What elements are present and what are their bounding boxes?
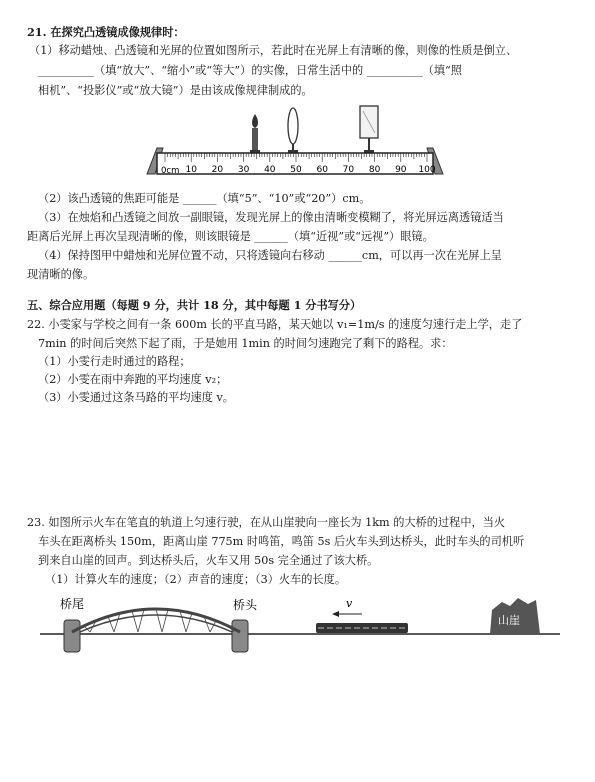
q23-line3: 到来自山崖的回声。到达桥头后，火车又用 50s 完全通过了该大桥。 [38, 554, 379, 567]
bridge-tail-pier [64, 620, 80, 652]
q22-line3: （1）小雯行走时通过的路程； [38, 355, 191, 368]
ruler-tick-label: 50 [290, 165, 302, 175]
bridge-head-label: 桥头 [233, 598, 258, 612]
bridge-train-figure [40, 592, 560, 662]
cliff-label: 山崖 [498, 614, 520, 627]
q21-line2: __________（填“放大”、“缩小”或“等大”）的实像，日常生活中的 __________（填“照 [38, 64, 462, 77]
ruler-tick-label: 100 [418, 165, 436, 175]
q22-line1: 22. 小雯家与学校之间有一条 600m 长的平直马路，某天她以 v₁=1m/s 的速度匀速行走上学，走了 [27, 318, 523, 331]
q21-line4: （2）该凸透镜的焦距可能是 ______（填“5”、“10”或“20”）cm。 [38, 192, 371, 205]
q23-line4: （1）计算火车的速度；（2）声音的速度；（3）火车的长度。 [45, 573, 347, 586]
ruler-tick-label: 20 [211, 165, 224, 175]
q21-line7: （4）保持图甲中蜡烛和光屏位置不动，只将透镜向右移动 ______cm，可以再一次在光屏上呈 [38, 249, 502, 262]
q22-line5: （3）小雯通过这条马路的平均速度 v。 [38, 391, 234, 404]
section5-heading: 五、综合应用题（每题 9 分，共计 18 分，其中每题 1 分书写分） [27, 298, 362, 312]
train-icon [316, 623, 408, 633]
q22-line4: （2）小雯在雨中奔跑的平均速度 v₂； [38, 373, 228, 386]
velocity-label: v [346, 597, 353, 610]
ruler-zero-label: 0cm [161, 166, 180, 176]
q21-title: 21. 在探究凸透镜成像规律时： [27, 25, 185, 39]
q23-line1: 23. 如图所示火车在笔直的轨道上匀速行驶，在从山崖驶向一座长为 1km 的大桥的过程中，当火 [27, 516, 506, 529]
ruler-tick-label: 90 [395, 165, 407, 175]
ruler-tick-label: 60 [316, 165, 328, 175]
ruler-tick-label: 40 [264, 165, 276, 175]
convex-lens-icon [288, 108, 298, 153]
bridge-arch-icon [72, 609, 240, 632]
ruler-tick-label: 80 [368, 165, 381, 175]
ruler-tick-label: 30 [237, 165, 250, 175]
q23-line2: 车头在距离桥头 150m，距离山崖 775m 时鸣笛，鸣笛 5s 后火车头到达桥头，此时车头的司机听 [38, 535, 525, 548]
optical-bench-figure [145, 100, 445, 182]
ruler-tick-label: 70 [342, 165, 355, 175]
bridge-tail-label: 桥尾 [60, 597, 85, 611]
q21-line5: （3）在烛焰和凸透镜之间放一副眼镜，发现光屏上的像由清晰变模糊了，将光屏远离透镜适当 [38, 211, 504, 224]
q21-line1: （1）移动蜡烛、凸透镜和光屏的位置如图所示，若此时在光屏上有清晰的像，则像的性质是倒立、 [29, 44, 518, 57]
q21-line6: 距离后光屏上再次呈现清晰的像，则该眼镜是 ______（填“近视”或“远视”）眼镜。 [27, 230, 434, 243]
bridge-head-pier [232, 620, 248, 652]
q22-line2: 7min 的时间后突然下起了雨，于是她用 1min 的时间匀速跑完了剩下的路程。求： [38, 337, 453, 350]
light-screen-icon [360, 106, 378, 153]
ruler-tick-label: 10 [185, 165, 197, 175]
q21-line3: 相机”、“投影仪”或“放大镜”）是由该成像规律制成的。 [38, 84, 313, 97]
candle-icon [250, 114, 260, 153]
q21-line8: 现清晰的像。 [27, 268, 95, 281]
